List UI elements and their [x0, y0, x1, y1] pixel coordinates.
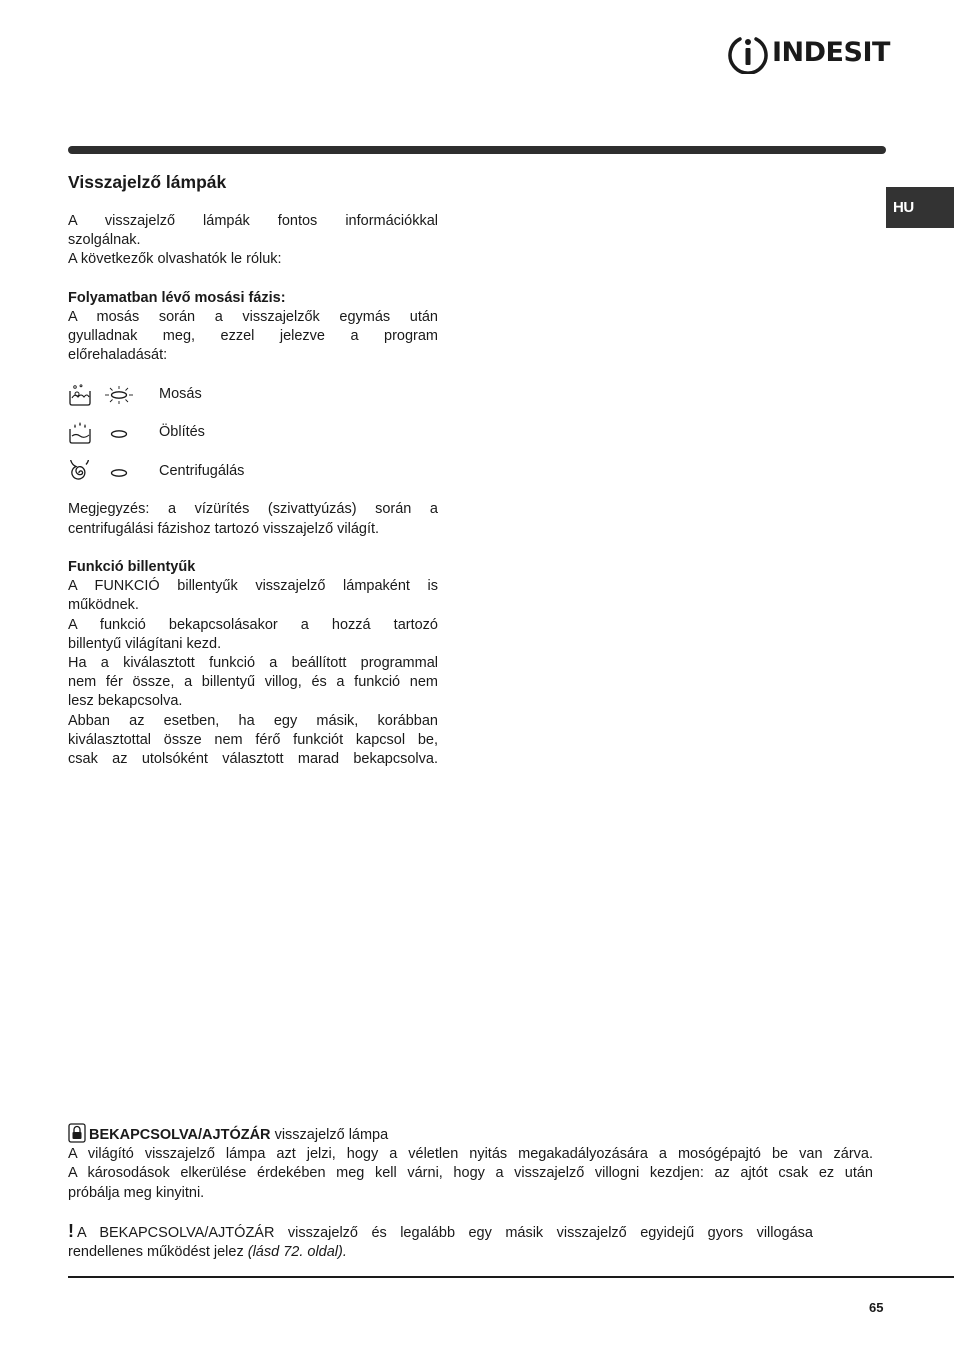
padlock-icon — [68, 1123, 86, 1143]
function-line: billentyű világítani kezd. — [68, 635, 222, 652]
function-heading: Funkció billentyűk — [68, 558, 196, 575]
section-title: Visszajelző lámpák — [68, 172, 227, 192]
phase-text-line: A mosás során a visszajelzők egymás után — [68, 309, 438, 325]
phase-heading: Folyamatban lévő mosási fázis: — [68, 289, 286, 306]
function-line: működnek. — [68, 597, 139, 614]
note-line: Megjegyzés: a vízürítés (szivattyúzás) során a — [68, 501, 438, 518]
language-tab: HU — [886, 187, 954, 228]
wash-tub-icon — [68, 383, 94, 407]
function-line: A FUNKCIÓ billentyűk visszajelző lámpaként is — [68, 578, 438, 595]
warning-text: A BEKAPCSOLVA/AJTÓZÁR visszajelző és legalább egy másik visszajelző egyidejű gyors villogása — [77, 1225, 813, 1241]
warning-line — [68, 1243, 873, 1262]
phase-row-spin — [68, 462, 438, 501]
lock-heading-rest: visszajelző lámpa — [274, 1127, 389, 1143]
function-line: Abban az esetben, ha egy másik, korábban — [68, 712, 438, 729]
phase-label: Mosás — [159, 385, 202, 402]
intro-line: szolgálnak. — [68, 232, 141, 249]
brand-wordmark: INDESIT — [772, 37, 890, 68]
lock-text-line: próbálja meg kinyitni. — [68, 1184, 205, 1201]
phase-label: Öblítés — [159, 424, 205, 441]
lock-section — [68, 1123, 873, 1262]
warning-mark: ! — [68, 1221, 74, 1241]
bottom-divider — [68, 1276, 954, 1278]
lamp-lit-icon — [104, 385, 134, 405]
phase-row-wash — [68, 385, 438, 424]
phase-text-line: előrehaladását: — [68, 347, 168, 364]
phase-text-line: gyulladnak meg, ezzel jelezve a program — [68, 328, 438, 345]
spin-icon — [68, 460, 94, 484]
note-line: centrifugálási fázishoz tartozó visszajelző világít. — [68, 520, 380, 537]
function-line: kiválasztottal össze nem férő funkciót kapcsol be, — [68, 731, 438, 748]
function-line: Ha a kiválasztott funkció a beállított programmal — [68, 655, 438, 671]
lamp-off-icon — [104, 462, 134, 482]
logo-emblem-icon — [726, 32, 770, 74]
lock-text-line: A károsodások elkerülése érdekében meg kell várni, hogy a visszajelző villogni kezdjen: az ajtót csak ez után — [68, 1165, 873, 1182]
lock-text-line: A világító visszajelző lámpa azt jelzi, hogy a véletlen nyitás megakadályozására a mosógépajtó be van zárva. — [68, 1146, 873, 1163]
indesit-logo — [726, 32, 888, 74]
intro-line: A visszajelző lámpák fontos információkkal — [68, 213, 438, 229]
phase-row-rinse — [68, 423, 438, 462]
function-line: nem fér össze, a billentyű villog, és a funkció nem — [68, 674, 438, 691]
lamp-off-icon — [104, 423, 134, 443]
rinse-icon — [68, 421, 94, 445]
intro-line: A következők olvashatók le róluk: — [68, 251, 282, 268]
page-reference: (lásd 72. oldal). — [247, 1244, 347, 1261]
function-line: A funkció bekapcsolásakor a hozzá tartozó — [68, 616, 438, 633]
warning-text: rendellenes működést jelez — [68, 1244, 244, 1261]
lock-heading-bold: BEKAPCSOLVA/AJTÓZÁR — [89, 1127, 271, 1143]
top-divider — [68, 146, 886, 154]
function-line: lesz bekapcsolva. — [68, 693, 183, 710]
function-line: csak az utolsóként választott marad bekapcsolva. — [68, 751, 438, 768]
phase-label: Centrifugálás — [159, 462, 245, 479]
main-column — [68, 212, 438, 769]
page-number: 65 — [869, 1300, 884, 1315]
lock-heading — [68, 1123, 873, 1145]
warning-line — [68, 1222, 813, 1243]
